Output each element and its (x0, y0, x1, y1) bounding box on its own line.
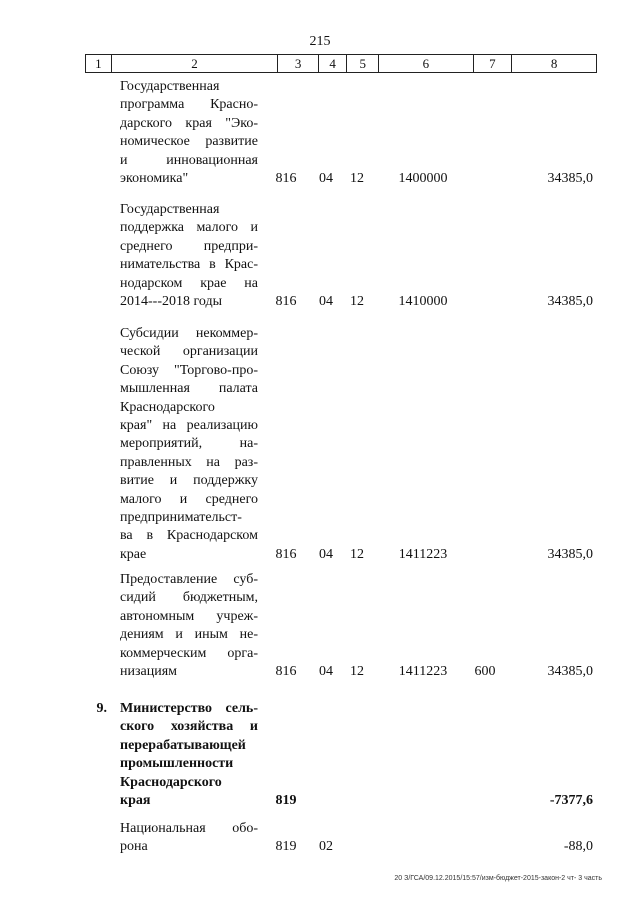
cell-c4: 04 (319, 171, 333, 186)
cell-c3: 816 (275, 664, 297, 679)
row-name-line: дарского края "Эко- (120, 115, 258, 131)
cell-c3: 816 (275, 171, 297, 186)
row-name (120, 201, 258, 311)
column-header-1: 1 (86, 55, 112, 72)
cell-c6: 1400000 (398, 171, 448, 186)
cell-c3: 819 (275, 793, 297, 808)
row-name-line: Национальная обо- (120, 821, 258, 836)
page-number: 215 (309, 34, 331, 49)
cell-c3: 816 (275, 546, 297, 562)
row-name-line: номическое развитие (120, 134, 258, 150)
row-name-line: экономика" (120, 171, 189, 187)
row-name-line: сидий бюджетным, (120, 590, 258, 606)
cell-c5: 12 (350, 664, 364, 679)
cell-c5: 12 (350, 171, 364, 186)
row-name-line: рона (120, 839, 148, 855)
row-name-line: коммерческим орга- (120, 645, 258, 661)
cell-c8: 34385,0 (547, 294, 593, 309)
cell-c4: 04 (319, 664, 333, 679)
row-name-line: нодарском крае на (120, 275, 258, 291)
cell-c4: 02 (319, 839, 333, 855)
row-name (120, 325, 258, 564)
row-name (120, 820, 258, 857)
column-header-6: 6 (379, 55, 474, 72)
cell-c7: 600 (474, 664, 496, 679)
row-name-line: Краснодарского (120, 774, 222, 790)
row-name-line: низациям (120, 664, 178, 680)
row-name-line: Краснодарского (120, 399, 215, 415)
cell-c3: 816 (275, 294, 297, 309)
cell-c8: 34385,0 (547, 546, 593, 562)
row-name-line: Предоставление суб- (120, 572, 258, 587)
cell-c5: 12 (350, 294, 364, 309)
row-name-line: нимательства в Крас- (120, 257, 258, 273)
cell-c3: 819 (275, 839, 297, 855)
row-name (120, 78, 258, 188)
row-name (120, 571, 258, 681)
row-name-line: предпринимательст- (120, 510, 242, 526)
row-name-line: крае (120, 546, 147, 562)
row-name-line: малого и среднего (120, 491, 258, 507)
column-header-4: 4 (319, 55, 348, 72)
cell-c8: -7377,6 (549, 793, 593, 808)
cell-c4: 04 (319, 546, 333, 562)
row-name-line: витие и поддержку (120, 473, 258, 489)
row-name (120, 700, 258, 810)
row-name-line: 2014---2018 годы (120, 294, 223, 310)
row-name-line: поддержка малого и (120, 220, 258, 236)
cell-c8: -88,0 (563, 839, 593, 855)
column-header-2: 2 (112, 55, 279, 72)
column-header-5: 5 (347, 55, 379, 72)
cell-c6: 1411223 (398, 664, 448, 679)
row-name-line: перерабатывающей (120, 737, 246, 753)
cell-c6: 1411223 (398, 546, 448, 562)
row-name-line: правленных на раз- (120, 454, 258, 470)
row-name-line: края" на реализацию (120, 418, 258, 434)
column-header-7: 7 (474, 55, 512, 72)
row-number: 9. (96, 701, 107, 716)
row-name-line: ческой организации (120, 344, 258, 360)
row-name-line: Субсидии некоммер- (120, 326, 258, 341)
cell-c8: 34385,0 (547, 664, 593, 679)
row-name-line: Государственная (120, 202, 220, 217)
footer-note: 20 З/ГСА/09.12.2015/15:57/изм-бюджет-2015-закон-2 чт- 3 часть (394, 875, 602, 882)
table-header (85, 54, 597, 73)
row-name-line: мышленная палата (120, 381, 258, 397)
cell-c5: 12 (350, 546, 364, 562)
row-name-line: края (120, 793, 151, 809)
cell-c4: 04 (319, 294, 333, 309)
cell-c8: 34385,0 (547, 171, 593, 186)
row-name-line: и инновационная (120, 152, 258, 168)
row-name-line: Министерство сель- (120, 701, 258, 716)
column-header-3: 3 (278, 55, 318, 72)
row-name-line: среднего предпри- (120, 238, 258, 254)
column-header-8: 8 (550, 56, 558, 71)
row-name-line: ва в Краснодарском (120, 528, 258, 544)
row-name-line: ского хозяйства и (120, 719, 258, 735)
cell-c6: 1410000 (398, 294, 448, 309)
row-name-line: промышленности (120, 756, 234, 772)
row-name-line: программа Красно- (120, 97, 258, 113)
row-name-line: Союзу "Торгово-про- (120, 362, 258, 378)
row-name-line: автономным учреж- (120, 608, 258, 624)
row-name-line: Государственная (120, 79, 220, 94)
row-name-line: дениям и иным не- (120, 627, 258, 643)
row-name-line: мероприятий, на- (120, 436, 258, 452)
